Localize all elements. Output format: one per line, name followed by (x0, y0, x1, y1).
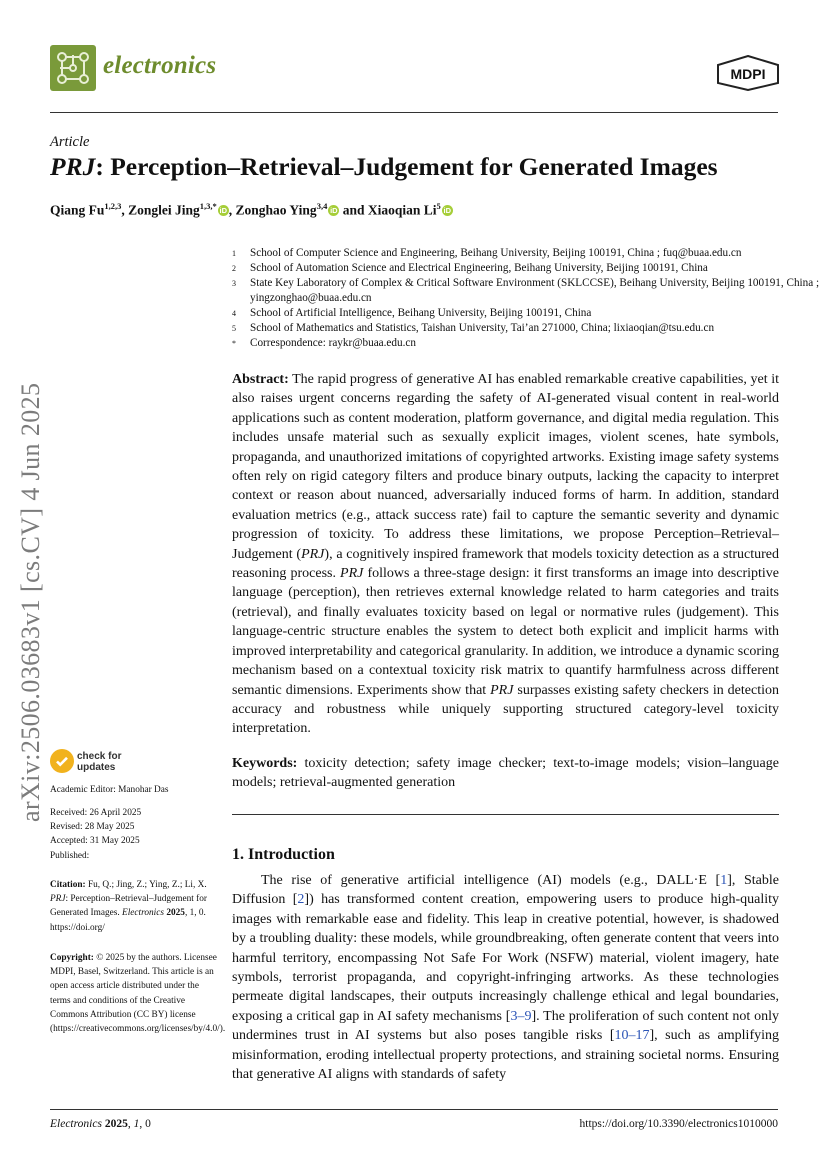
footer-divider (50, 1109, 778, 1110)
author-separator: , (228, 202, 236, 218)
keywords (232, 754, 779, 793)
affiliation-item (232, 246, 828, 261)
article-type: Article (50, 134, 90, 150)
journal-logo-icon (50, 45, 96, 91)
citation-text: : Perception–Retrieval–Judgement for Generated Images. (50, 894, 207, 919)
text-run: ], such as amplifying misinformation, eroding intellectual property protections, and straining societal norms. Ensuring that generative AI aligns with standards of safety (232, 1028, 779, 1083)
citation-link[interactable]: 3–9 (510, 1008, 532, 1024)
introduction-body (232, 871, 779, 1084)
title-acronym: PRJ (50, 152, 96, 181)
affiliation-item (232, 276, 828, 306)
footer-citation: Electronics 2025, 1, 0 (50, 1118, 151, 1130)
affiliation-number: 1 (232, 249, 236, 258)
page-title (50, 152, 718, 182)
orcid-icon[interactable]: iD (219, 205, 228, 215)
author-name: Xiaoqian Li (367, 202, 437, 218)
affiliation-list (232, 246, 828, 351)
abstract (232, 370, 779, 739)
arxiv-stamp: arXiv:2506.03683v1 [cs.CV] 4 Jun 2025 (16, 382, 45, 822)
affiliation-item (232, 321, 828, 336)
footer-page: 0 (145, 1118, 151, 1130)
title-text: : Perception–Retrieval–Judgement for Generated Images (95, 152, 718, 181)
copyright-block (50, 951, 226, 1036)
abstract-label: Abstract: (232, 372, 289, 387)
abstract-acronym: PRJ (490, 682, 514, 698)
keywords-label: Keywords: (232, 756, 298, 771)
header-divider (50, 112, 778, 113)
author-separator: and (339, 202, 368, 218)
citation-link[interactable]: 2 (297, 892, 305, 908)
section-heading: 1. Introduction (232, 846, 335, 863)
publisher-name: MDPI (730, 66, 766, 82)
affiliation-number: 5 (232, 324, 236, 333)
text-run: The rise of generative artificial intelligence (AI) models (e.g., DALL·E [ (261, 873, 721, 888)
journal-name: electronics (103, 52, 217, 79)
copyright-label: Copyright: (50, 953, 94, 963)
check-updates-label (77, 751, 121, 773)
citation-link[interactable]: 1 (720, 873, 728, 888)
copyright-text: © 2025 by the authors. Licensee MDPI, Basel, Switzerland. This article is an open access article distributed under the terms and conditions of the Creative Commons Attribution (CC BY) license (https://creativecommons.org/licenses/by/4.0/). (50, 953, 226, 1035)
citation-label: Citation: (50, 880, 86, 890)
author-affiliation-marks: 5 (436, 201, 441, 211)
citation-block (50, 878, 218, 935)
affiliation-text: State Key Laboratory of Complex & Critical Software Environment (SKLCCSE), Beihang University, Beijing 100191, China ; yingzonghao@buaa.edu.cn (250, 277, 820, 304)
text-run: ]. The proliferation of such content not only undermines trust in AI systems but also poses tangible risks [ (232, 1008, 779, 1044)
abstract-text: The rapid progress of generative AI has enabled remarkable creative capabilities, yet it also raises urgent concerns regarding the safety of AI-generated visual content in real-world applications such as content moderation, platform governance, and digital media regulation. This includes unsafe material such as sexually explicit images, violent scenes, hate symbols, propaganda, and unauthorized imitations of copyrighted artworks. Existing image safety systems often rely on rigid category filters and produce binary outputs, lacking the capacity to interpret context or reason about nuanced, adversarially induced forms of harm. In addition, standard evaluation metrics (e.g., attack success rate) fail to capture the semantic severity and dynamic progression of toxicity. To address these limitations, we propose Perception–Retrieval–Judgement ( (232, 372, 779, 562)
text-run: ], Stable Diffusion [ (232, 873, 780, 908)
citation-acronym: PRJ (50, 894, 66, 905)
mdpi-logo-icon (717, 55, 779, 91)
affiliation-number: 4 (232, 309, 236, 318)
affiliation-text: School of Automation Science and Electrical Engineering, Beihang University, Beijing 100191, China (250, 262, 708, 274)
text-run: ]) has transformed content creation, empowering users to produce high-quality images with remarkable ease and fidelity. This leap in creative potential, however, is shadowed by a troubling duality: these models, while groundbreaking, often generate content that veers into harmful territory, encompassing Not Safe For Work (NSFW) material, violent imagery, hate symbols, terrorist propaganda, and copyright-infringing artworks. As these technologies permeate digital landscapes, their outputs increasingly challenge ethical and legal boundaries, exposing a critical gap in AI safety mechanisms [ (232, 892, 779, 1024)
revised-date: Revised: 28 May 2025 (50, 822, 135, 833)
author-affiliation-marks: 1,3,* (199, 201, 217, 211)
received-date: Received: 26 April 2025 (50, 808, 142, 818)
affiliation-text: School of Computer Science and Engineering, Beihang University, Beijing 100191, China ; fuq@buaa.edu.cn (250, 247, 742, 259)
author-name: Zonghao Ying (235, 202, 317, 218)
affiliation-number: * (232, 339, 236, 348)
citation-text: Fu, Q.; Jing, Z.; Ying, Z.; Li, X. (85, 880, 207, 890)
footer-year: 2025 (104, 1118, 128, 1130)
affiliation-number: 3 (232, 279, 236, 288)
published-date: Published: (50, 850, 90, 861)
author-separator: , (121, 202, 129, 218)
check-updates-icon (50, 749, 74, 773)
orcid-icon[interactable]: iD (443, 205, 451, 215)
academic-editor: Academic Editor: Manohar Das (50, 785, 169, 795)
abstract-acronym: PRJ (340, 566, 364, 582)
footer-journal: Electronics (50, 1118, 102, 1130)
paragraph (232, 871, 779, 1084)
abstract-text: ), a cognitively inspired framework that models toxicity detection as a structured reasoning process. (232, 546, 779, 582)
abstract-acronym: PRJ (301, 546, 325, 562)
author-name: Zonglei Jing (128, 202, 200, 218)
affiliation-text: School of Artificial Intelligence, Beihang University, Beijing 100191, China (250, 307, 592, 319)
dates (50, 806, 218, 863)
abstract-text: follows a three-stage design: it first transforms an image into descriptive language (perception), then retrieves external knowledge related to harm categories and traits (retrieval), and finally evaluates toxicity based on legal or normative rules (judgement). This language-centric structure enables the system to detect both explicit and implicit harms with improved interpretability and categorical granularity. In addition, we introduce a dynamic scoring mechanism based on a contextual toxicity risk matrix to quantify harmfulness across different semantic dimensions. Experiments show that (232, 566, 779, 698)
orcid-icon[interactable]: iD (330, 205, 338, 215)
author-affiliation-marks: 3,4 (316, 201, 328, 211)
affiliation-item (232, 336, 828, 351)
author-affiliation-marks: 1,2,3 (104, 201, 122, 211)
affiliation-text: Correspondence: raykr@buaa.edu.cn (250, 337, 416, 349)
citation-text: , 1, 0. https://doi.org/ (50, 908, 206, 933)
abstract-text: surpasses existing safety checkers in detection accuracy and robustness while uniquely supporting structured category-level toxicity interpretation. (232, 682, 779, 737)
citation-link[interactable]: 10–17 (614, 1028, 650, 1044)
author-list (50, 201, 453, 219)
author-name: Qiang Fu (50, 202, 105, 218)
affiliation-number: 2 (232, 264, 236, 273)
citation-year: 2025 (164, 908, 185, 919)
footer-volume: 1 (133, 1118, 140, 1130)
check-line: check for (77, 751, 122, 762)
affiliation-text: School of Mathematics and Statistics, Taishan University, Tai’an 271000, China; lixiaoqian@tsu.edu.cn (250, 322, 715, 334)
citation-journal: Electronics (122, 908, 165, 919)
affiliation-item (232, 261, 828, 276)
keywords-text: toxicity detection; safety image checker; text-to-image models; vision–language models; retrieval-augmented generation (232, 756, 779, 791)
keywords-divider (232, 814, 779, 815)
check-line: updates (77, 762, 116, 773)
affiliation-item (232, 306, 828, 321)
accepted-date: Accepted: 31 May 2025 (50, 836, 140, 847)
footer-doi-link[interactable]: https://doi.org/10.3390/electronics1010000 (579, 1118, 778, 1130)
